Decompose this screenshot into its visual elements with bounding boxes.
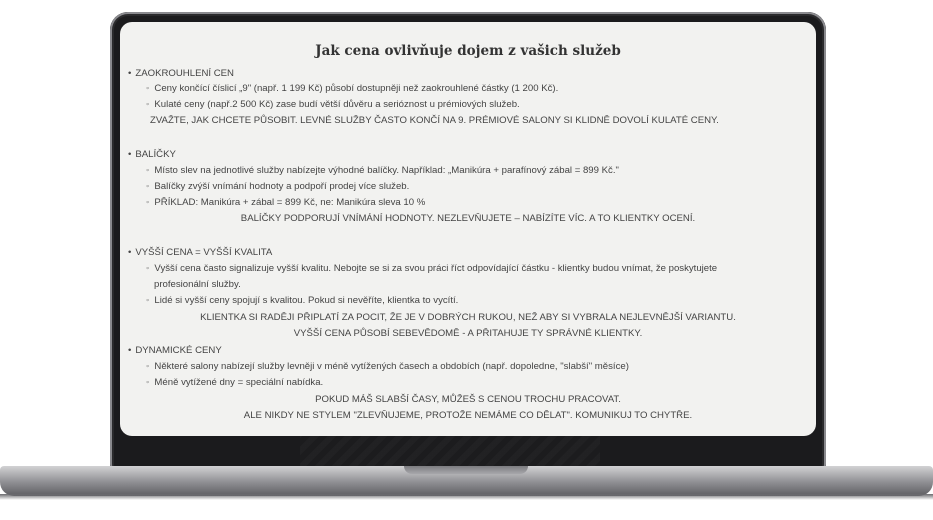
list-item: ◦ Místo slev na jednotlivé služby nabízejte výhodné balíčky. Například: „Manikúra + parafínový zábal = 899 Kč." (146, 165, 619, 176)
list-item: ◦ Ceny končící číslicí „9" (např. 1 199 Kč) působí dostupněji než zaokrouhlené částky (1 200 Kč). (146, 83, 558, 94)
section-heading: • ZAOKROUHLENÍ CEN (128, 68, 234, 79)
laptop-shadow (0, 494, 933, 500)
section-note: KLIENTKA SI RADĚJI PŘIPLATÍ ZA POCIT, ŽE JE V DOBRÝCH RUKOU, NEŽ ABY SI VYBRALA NEJLEVNĚJŠÍ VARIANTU. (200, 312, 736, 323)
keyboard-reflection (300, 430, 600, 470)
list-item: ◦ Balíčky zvýší vnímání hodnoty a podpoří prodej více služeb. (146, 181, 409, 192)
list-item-continuation: profesionální služby. (154, 279, 241, 290)
section-note: POKUD MÁŠ SLABŠÍ ČASY, MŮŽEŠ S CENOU TROCHU PRACOVAT. (315, 394, 621, 405)
list-item: ◦ Vyšší cena často signalizuje vyšší kvalitu. Nebojte se si za svou práci říct odpovídající částku - klientky budou vnímat, že poskytujete (146, 263, 717, 274)
section-note: ZVAŽTE, JAK CHCETE PŮSOBIT. LEVNÉ SLUŽBY ČASTO KONČÍ NA 9. PRÉMIOVÉ SALONY SI KLIDNĚ DOVOLÍ KULATÉ CENY. (150, 115, 719, 126)
page-title: Jak cena ovlivňuje dojem z vašich služeb (315, 43, 621, 59)
list-item: ◦ PŘÍKLAD: Manikúra + zábal = 899 Kč, ne: Manikúra sleva 10 % (146, 197, 425, 208)
section-heading: • BALÍČKY (128, 149, 176, 160)
laptop-screen (120, 22, 816, 436)
section-note: VYŠŠÍ CENA PŮSOBÍ SEBEVĚDOMĚ - A PŘITAHUJE TY SPRÁVNÉ KLIENTKY. (293, 328, 643, 339)
list-item: ◦ Lidé si vyšší ceny spojují s kvalitou. Pokud si nevěříte, klientka to vycítí. (146, 295, 458, 306)
laptop-notch (404, 466, 528, 474)
section-heading: • VYŠŠÍ CENA = VYŠŠÍ KVALITA (128, 247, 272, 258)
section-note: BALÍČKY PODPORUJÍ VNÍMÁNÍ HODNOTY. NEZLEVŇUJETE – NABÍZÍTE VÍC. A TO KLIENTKY OCENÍ. (240, 213, 696, 224)
section-note: ALE NIKDY NE STYLEM "ZLEVŇUJEME, PROTOŽE NEMÁME CO DĚLAT". KOMUNIKUJ TO CHYTŘE. (243, 410, 693, 421)
list-item: ◦ Méně vytížené dny = speciální nabídka. (146, 377, 323, 388)
list-item: ◦ Kulaté ceny (např.2 500 Kč) zase budí větší důvěru a serióznost u prémiových služeb. (146, 99, 520, 110)
list-item: ◦ Některé salony nabízejí služby levněji v méně vytížených časech a obdobích (např. dopoledne, "slabší" měsíce) (146, 361, 629, 372)
section-heading: • DYNAMICKÉ CENY (128, 345, 222, 356)
